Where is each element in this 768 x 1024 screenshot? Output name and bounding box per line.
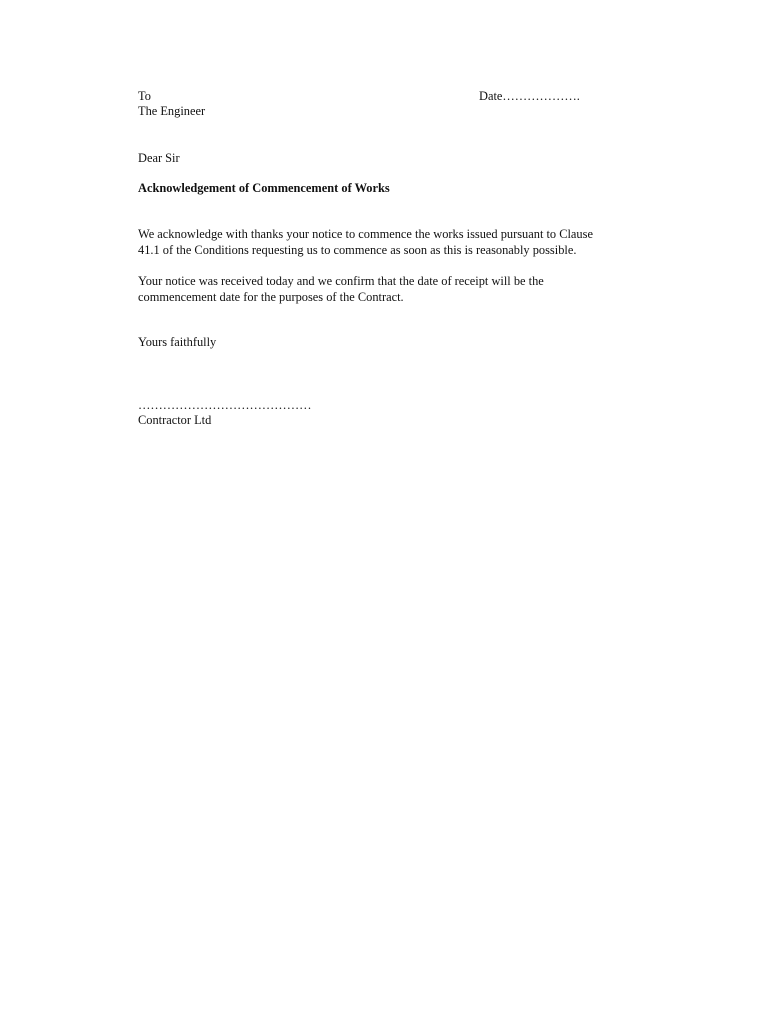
signature-line: …………………………………… [138, 398, 312, 412]
to-label: To [138, 89, 151, 103]
paragraph-2-line-2: commencement date for the purposes of the Contract. [138, 290, 404, 304]
recipient: The Engineer [138, 104, 206, 118]
subject-heading: Acknowledgement of Commencement of Works [138, 181, 390, 195]
paragraph-1-line-2: 41.1 of the Conditions requesting us to commence as soon as this is reasonably possible. [138, 243, 577, 257]
paragraph-2-line-1: Your notice was received today and we confirm that the date of receipt will be the [138, 274, 544, 288]
date-field: Date………………. [479, 89, 580, 103]
signatory: Contractor Ltd [138, 413, 212, 427]
closing: Yours faithfully [138, 335, 217, 349]
salutation: Dear Sir [138, 151, 180, 165]
paragraph-1-line-1: We acknowledge with thanks your notice to commence the works issued pursuant to Clause [138, 227, 593, 241]
